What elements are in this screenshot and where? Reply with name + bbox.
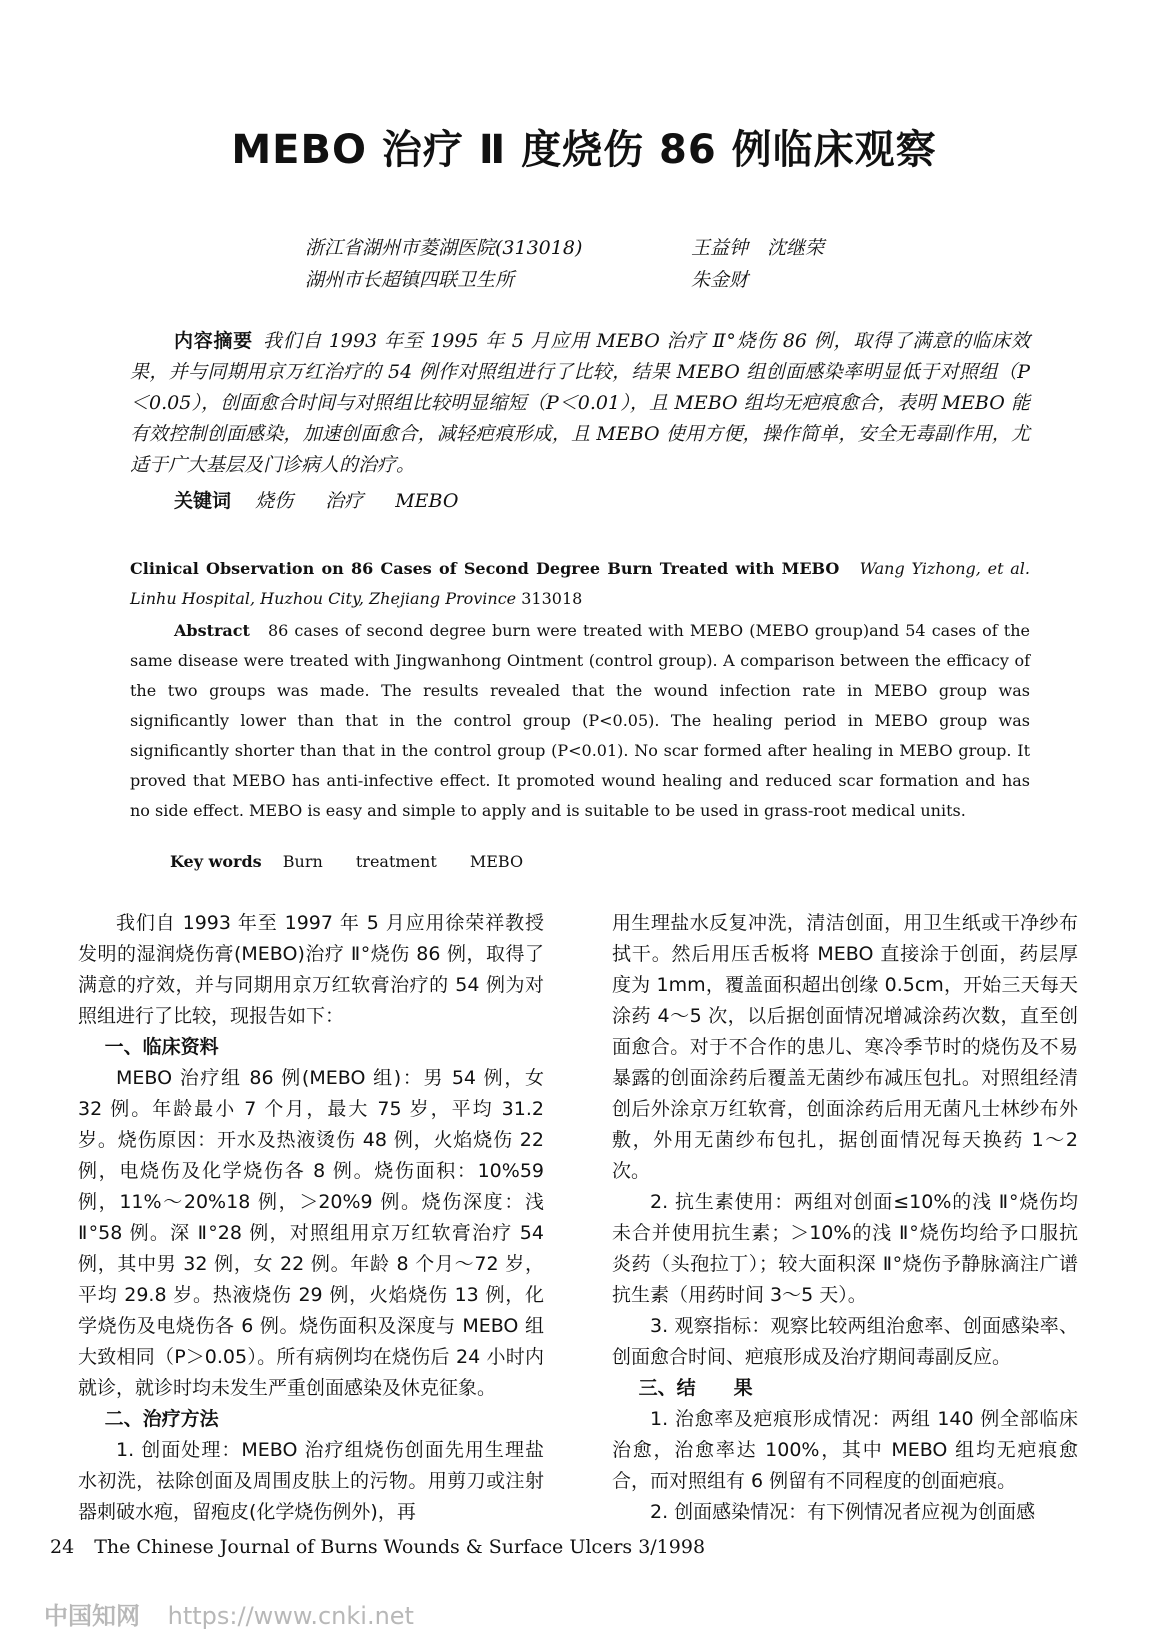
chinese-abstract-text: 我们自 1993 年至 1995 年 5 月应用 MEBO 治疗 Ⅱ°烧伤 86 例，取得了满意的临床效果，并与同期用京万红治疗的 54 例作对照组进行了比较，结果 MEBO 组创面感染率明显低于对照组（P＜0.05），创面愈合时间与对照组比较明显缩短（P＜0.01），且 MEBO 组均无疤痕愈合，表明 MEBO 能有效控制创面感染，加速创面愈合，减轻疤痕形成，且 MEBO 使用方便，操作简单，安全无毒副作用，尤适于广大基层及门诊病人的治疗。 xyxy=(130,330,1030,476)
section-2-paragraph-1: 1. 创面处理：MEBO 治疗组烧伤创面先用生理盐水初洗，祛除创面及周围皮肤上的污物。用剪刀或注射器刺破水疱，留疱皮(化学烧伤例外)，再 xyxy=(78,1439,544,1523)
journal-name: The Chinese Journal of Burns Wounds & Surface Ulcers 3/1998 xyxy=(94,1536,706,1558)
watermark-url: https://www.cnki.net xyxy=(167,1602,414,1630)
institution-1: 浙江省湖州市菱湖医院(313018) xyxy=(305,237,583,259)
affiliation-line-1 xyxy=(305,233,824,260)
chinese-keywords xyxy=(174,486,484,513)
english-title: Clinical Observation on 86 Cases of Second Degree Burn Treated with MEBO xyxy=(130,559,840,578)
chinese-keyword: 烧伤 xyxy=(255,490,294,512)
authors-2: 朱金财 xyxy=(691,269,749,291)
english-affiliation: Linhu Hospital, Huzhou City, Zhejiang Province xyxy=(130,589,517,608)
english-title-block xyxy=(130,554,1030,614)
section-heading-3: 三、结 果 xyxy=(638,1377,753,1399)
authors-1: 王益钟 沈继荣 xyxy=(691,237,825,259)
section-2-paragraph-2: 2. 抗生素使用：两组对创面≤10%的浅 Ⅱ°烧伤均未合并使用抗生素；＞10%的浅 Ⅱ°烧伤均给予口服抗炎药（头孢拉丁）；较大面积深 Ⅱ°烧伤予静脉滴注广谱抗生素（用药时间 3～5 天）。 xyxy=(612,1191,1078,1306)
section-1-paragraph: MEBO 治疗组 86 例(MEBO 组)：男 54 例，女 32 例。年龄最小 7 个月，最大 75 岁，平均 31.2 岁。烧伤原因：开水及热液烫伤 48 例，火焰烧伤 22 例，电烧伤及化学烧伤各 8 例。烧伤面积：10%59 例，11%～20%18 例，＞20%9 例。烧伤深度：浅 Ⅱ°58 例。深 Ⅱ°28 例，对照组用京万红软膏治疗 54 例，其中男 32 例，女 22 例。年龄 8 个月～72 岁，平均 29.8 岁。热液烧伤 29 例，火焰烧伤 13 例，化学烧伤及电烧伤各 6 例。烧伤面积及深度与 MEBO 组大致相同（P＞0.05）。所有病例均在烧伤后 24 小时内就诊，就诊时均未发生严重创面感染及休克征象。 xyxy=(78,1067,544,1399)
section-heading-1: 一、临床资料 xyxy=(104,1036,219,1058)
section-2-paragraph-1-continued: 用生理盐水反复冲洗，清洁创面，用卫生纸或干净纱布拭干。然后用压舌板将 MEBO 直接涂于创面，药层厚度为 1mm，覆盖面积超出创缘 0.5cm，开始三天每天涂药 4～5 次，以后据创面情况增减涂药次数，直至创面愈合。对于不合作的患儿、寒冷季节时的烧伤及不易暴露的创面涂药后覆盖无菌纱布减压包扎。对照组经清创后外涂京万红软膏，创面涂药后用无菌凡士林纱布外敷，外用无菌纱布包扎，据创面情况每天换药 1～2 次。 xyxy=(612,912,1078,1182)
section-3-paragraph-1: 1. 治愈率及疤痕形成情况：两组 140 例全部临床治愈，治愈率达 100%，其中 MEBO 组均无疤痕愈合，而对照组有 6 例留有不同程度的创面疤痕。 xyxy=(612,1408,1078,1492)
english-authors: Wang Yizhong, et al. xyxy=(859,559,1031,578)
chinese-abstract-label: 内容摘要 xyxy=(174,330,253,352)
section-3-paragraph-2: 2. 创面感染情况：有下例情况者应视为创面感 xyxy=(650,1501,1036,1523)
english-abstract-label: Abstract xyxy=(174,621,250,640)
paper-title: MEBO 治疗 Ⅱ 度烧伤 86 例临床观察 xyxy=(231,127,937,173)
english-keyword: treatment xyxy=(355,852,437,871)
cnki-watermark xyxy=(44,1596,414,1631)
section-2-paragraph-3: 3. 观察指标：观察比较两组治愈率、创面感染率、创面愈合时间、疤痕形成及治疗期间毒副反应。 xyxy=(612,1315,1078,1368)
body-column-right xyxy=(612,908,1078,1528)
english-keyword: MEBO xyxy=(469,852,524,871)
chinese-abstract xyxy=(130,326,1030,481)
body-column-left xyxy=(78,908,544,1528)
page-number: 24 xyxy=(50,1536,75,1558)
english-abstract-text: 86 cases of second degree burn were treated with MEBO (MEBO group)and 54 cases of the same disease were treated with Jingwanhong Ointment (control group). A comparison between the efficacy of the two groups was made. The results revealed that the wound infection rate in MEBO group was significantly lower than that in the control group (P<0.05). The healing period in MEBO group was significantly shorter than that in the control group (P<0.01). No scar formed after healing in MEBO group. It proved that MEBO has anti-infective effect. It promoted wound healing and reduced scar formation and has no side effect. MEBO is easy and simple to apply and is suitable to be used in grass-root medical units. xyxy=(130,621,1030,820)
english-keywords-label: Key words xyxy=(170,852,262,871)
institution-2: 湖州市长超镇四联卫生所 xyxy=(305,269,515,291)
english-abstract xyxy=(130,616,1030,826)
affiliation-line-2 xyxy=(305,265,748,292)
chinese-keyword: 治疗 xyxy=(325,490,364,512)
english-zip: 313018 xyxy=(521,589,583,608)
watermark-brand: 中国知网 xyxy=(44,1602,140,1630)
english-keyword: Burn xyxy=(282,852,323,871)
page-footer xyxy=(50,1536,705,1558)
english-keywords xyxy=(170,852,551,871)
intro-paragraph: 我们自 1993 年至 1997 年 5 月应用徐荣祥教授发明的湿润烧伤膏(MEBO)治疗 Ⅱ°烧伤 86 例，取得了满意的疗效，并与同期用京万红软膏治疗的 54 例为对照组进行了比较，现报告如下： xyxy=(78,912,544,1027)
section-heading-2: 二、治疗方法 xyxy=(104,1408,219,1430)
chinese-keyword: MEBO xyxy=(395,490,459,512)
chinese-keywords-label: 关键词 xyxy=(174,490,232,512)
